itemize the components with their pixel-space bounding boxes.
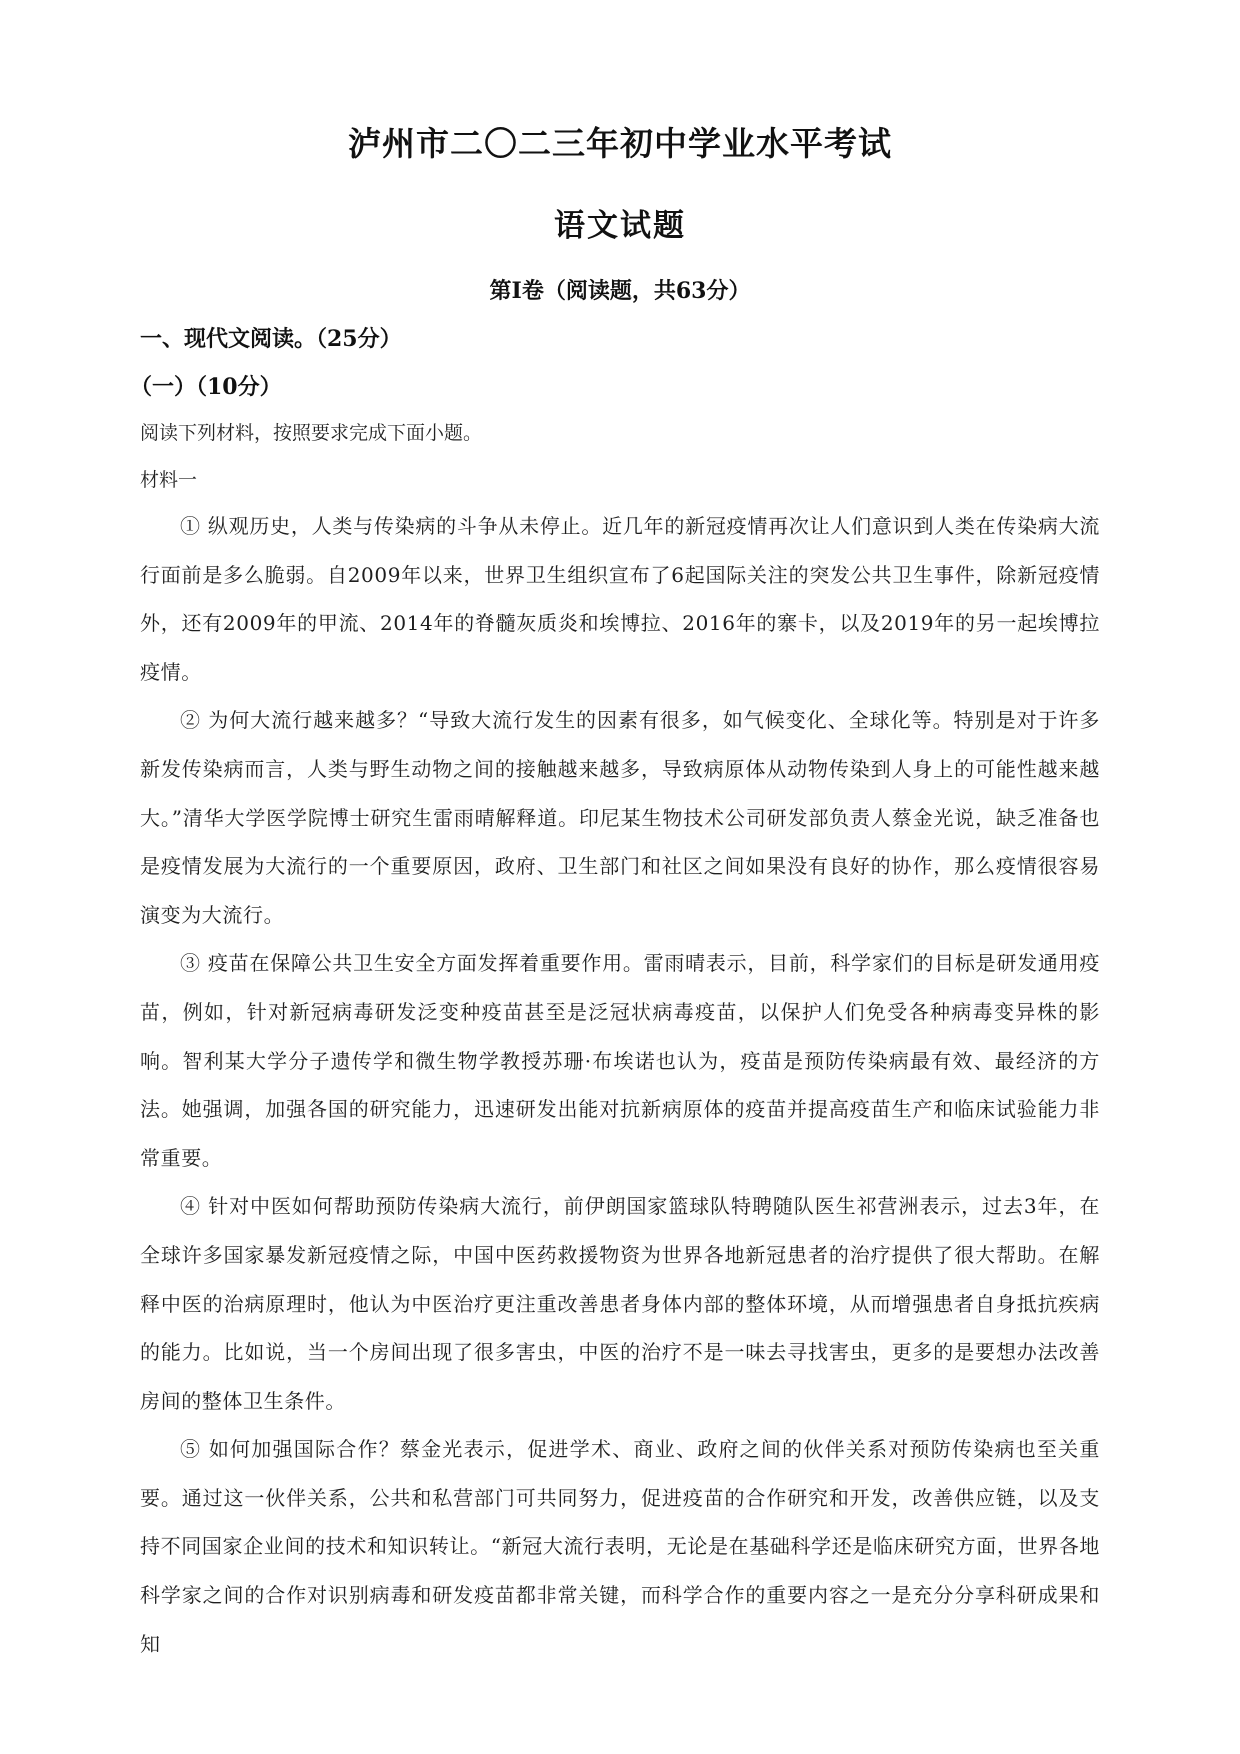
paragraph-5: ⑤ 如何加强国际合作？蔡金光表示，促进学术、商业、政府之间的伙伴关系对预防传染病也至关重要。通过这一伙伴关系，公共和私营部门可共同努力，促进疫苗的合作研究和开发，改善供应链，以及支持不同国家企业间的技术和知识转让。“新冠大流行表明，无论是在基础科学还是临床研究方面，世界各地科学家之间的合作对识别病毒和研发疫苗都非常关键，而科学合作的重要内容之一是充分分享科研成果和知 [140, 1437, 1100, 1656]
section-subheading: （一）（10分） [130, 374, 282, 400]
instruction-text: 阅读下列材料，按照要求完成下面小题。 [140, 422, 483, 444]
paragraph-3: ③ 疫苗在保障公共卫生安全方面发挥着重要作用。雷雨晴表示，目前，科学家们的目标是研发通用疫苗，例如，针对新冠病毒研发泛变种疫苗甚至是泛冠状病毒疫苗，以保护人们免受各种病毒变异株的影响。智利某大学分子遗传学和微生物学教授苏珊·布埃诺也认为，疫苗是预防传染病最有效、最经济的方法。她强调，加强各国的研究能力，迅速研发出能对抗新病原体的疫苗并提高疫苗生产和临床试验能力非常重要。 [140, 951, 1100, 1170]
volume-title: 第Ⅰ卷（阅读题，共63分） [489, 278, 751, 304]
subject-title: 语文试题 [554, 208, 686, 244]
paragraph-1: ① 纵观历史，人类与传染病的斗争从未停止。近几年的新冠疫情再次让人们意识到人类在传染病大流行面前是多么脆弱。自2009年以来，世界卫生组织宣布了6起国际关注的突发公共卫生事件，除新冠疫情外，还有2009年的甲流、2014年的脊髓灰质炎和埃博拉、2016年的寨卡，以及2019年的另一起埃博拉疫情。 [140, 514, 1100, 684]
material-label: 材料一 [140, 469, 198, 491]
paragraph-4: ④ 针对中医如何帮助预防传染病大流行，前伊朗国家篮球队特聘随队医生祁营洲表示，过去3年，在全球许多国家暴发新冠疫情之际，中国中医药救援物资为世界各地新冠患者的治疗提供了很大帮助。在解释中医的治病原理时，他认为中医治疗更注重改善患者身体内部的整体环境，从而增强患者自身抵抗疾病的能力。比如说，当一个房间出现了很多害虫，中医的治疗不是一味去寻找害虫，更多的是要想办法改善房间的整体卫生条件。 [140, 1194, 1100, 1413]
section-heading: 一、现代文阅读。（25分） [140, 326, 402, 352]
exam-title: 泸州市二〇二三年初中学业水平考试 [348, 124, 892, 163]
passage-body [140, 502, 1100, 1668]
paragraph-2: ② 为何大流行越来越多？“导致大流行发生的因素有很多，如气候变化、全球化等。特别是对于许多新发传染病而言，人类与野生动物之间的接触越来越多，导致病原体从动物传染到人身上的可能性越来越大。”清华大学医学院博士研究生雷雨晴解释道。印尼某生物技术公司研发部负责人蔡金光说，缺乏准备也是疫情发展为大流行的一个重要原因，政府、卫生部门和社区之间如果没有良好的协作，那么疫情很容易演变为大流行。 [140, 708, 1100, 927]
